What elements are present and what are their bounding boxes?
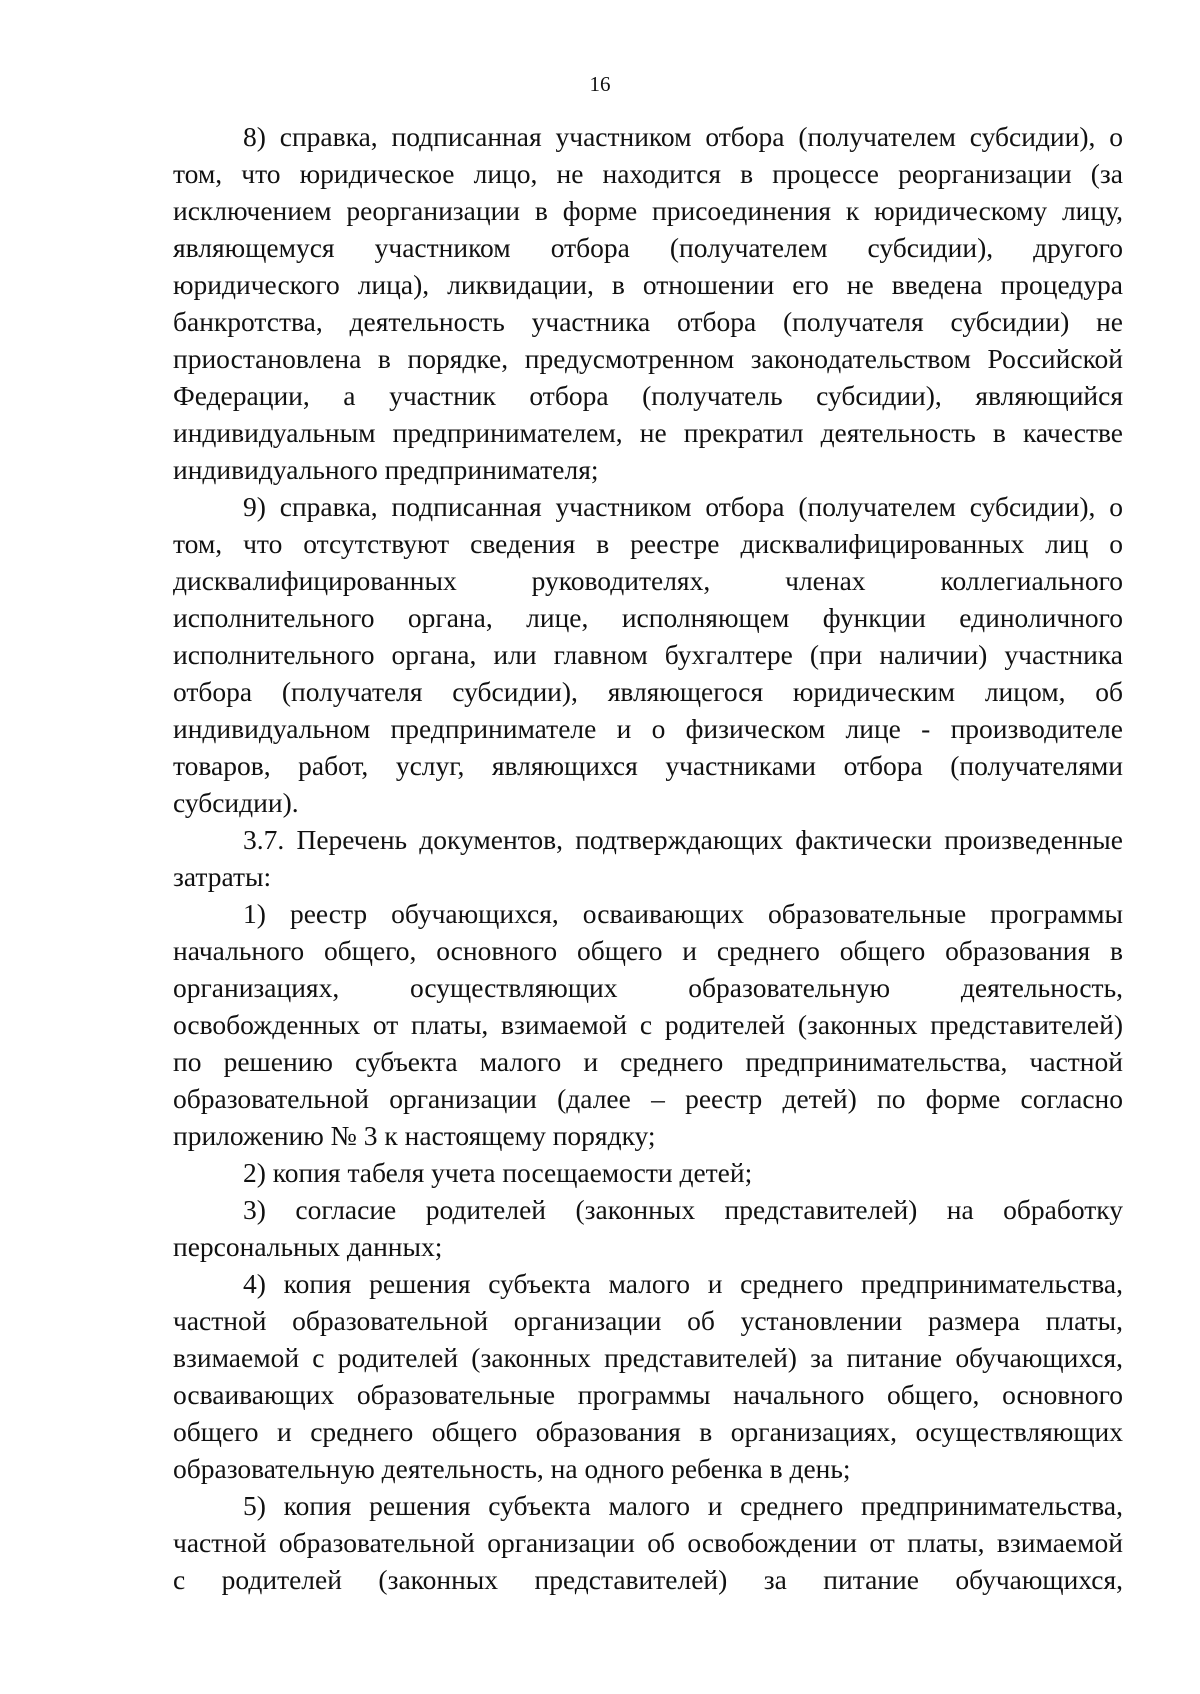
- paragraph-line: частной образовательной организации об установлении размера платы,: [173, 1305, 1123, 1336]
- paragraph-line: взимаемой с родителей (законных представителей) за питание обучающихся,: [173, 1342, 1123, 1373]
- paragraph: [173, 821, 1123, 895]
- paragraph-line: том, что отсутствуют сведения в реестре дисквалифицированных лиц о: [173, 528, 1123, 559]
- paragraph: [173, 488, 1123, 821]
- paragraph-first-line: 1) реестр обучающихся, осваивающих образовательные программы: [243, 898, 1123, 929]
- paragraph-line: индивидуального предпринимателя;: [173, 454, 599, 485]
- paragraph-line: начального общего, основного общего и среднего общего образования в: [173, 935, 1123, 966]
- paragraph-line: исключением реорганизации в форме присоединения к юридическому лицу,: [173, 195, 1123, 226]
- paragraph-line: приостановлена в порядке, предусмотренном законодательством Российской: [173, 343, 1123, 374]
- paragraph: [173, 118, 1123, 488]
- paragraph-first-line: 3) согласие родителей (законных представителей) на обработку: [243, 1194, 1123, 1225]
- document-body: [173, 118, 1123, 1598]
- paragraph-line: образовательной организации (далее – реестр детей) по форме согласно: [173, 1083, 1123, 1114]
- paragraph-line: исполнительного органа, или главном бухгалтере (при наличии) участника: [173, 639, 1123, 670]
- paragraph-line: организациях, осуществляющих образовательную деятельность,: [173, 972, 1123, 1003]
- paragraph-line: осваивающих образовательные программы начального общего, основного: [173, 1379, 1123, 1410]
- paragraph-first-line: 9) справка, подписанная участником отбора (получателем субсидии), о: [243, 491, 1123, 522]
- paragraph-line: субсидии).: [173, 787, 299, 818]
- paragraph-line: индивидуальным предпринимателем, не прекратил деятельность в качестве: [173, 417, 1123, 448]
- paragraph-first-line: 3.7. Перечень документов, подтверждающих фактически произведенные: [243, 824, 1123, 855]
- paragraph-line: являющемуся участником отбора (получателем субсидии), другого: [173, 232, 1123, 263]
- paragraph: [173, 1154, 1123, 1191]
- paragraph-line: индивидуальном предпринимателе и о физическом лице - производителе: [173, 713, 1123, 744]
- paragraph-line: с родителей (законных представителей) за питание обучающихся,: [173, 1564, 1123, 1595]
- page-number: 16: [589, 72, 611, 96]
- paragraph-line: образовательную деятельность, на одного ребенка в день;: [173, 1453, 851, 1484]
- paragraph: [173, 1487, 1123, 1598]
- paragraph-line: отбора (получателя субсидии), являющегося юридическим лицом, об: [173, 676, 1123, 707]
- paragraph-first-line: 5) копия решения субъекта малого и среднего предпринимательства,: [243, 1490, 1123, 1521]
- paragraph-line: персональных данных;: [173, 1231, 443, 1262]
- paragraph: [173, 1191, 1123, 1265]
- paragraph-line: Федерации, а участник отбора (получатель субсидии), являющийся: [173, 380, 1123, 411]
- paragraph-line: приложению № 3 к настоящему порядку;: [173, 1120, 656, 1151]
- paragraph-line: юридического лица), ликвидации, в отношении его не введена процедура: [173, 269, 1123, 300]
- paragraph-line: затраты:: [173, 861, 272, 892]
- paragraph-line: по решению субъекта малого и среднего предпринимательства, частной: [173, 1046, 1123, 1077]
- paragraph-line: товаров, работ, услуг, являющихся участниками отбора (получателями: [173, 750, 1123, 781]
- paragraph-line: общего и среднего общего образования в организациях, осуществляющих: [173, 1416, 1123, 1447]
- paragraph-line: банкротства, деятельность участника отбора (получателя субсидии) не: [173, 306, 1123, 337]
- paragraph-line: том, что юридическое лицо, не находится в процессе реорганизации (за: [173, 158, 1123, 189]
- paragraph-line: дисквалифицированных руководителях, членах коллегиального: [173, 565, 1123, 596]
- paragraph-first-line: 4) копия решения субъекта малого и среднего предпринимательства,: [243, 1268, 1123, 1299]
- paragraph-line: освобожденных от платы, взимаемой с родителей (законных представителей): [173, 1009, 1123, 1040]
- paragraph-line: частной образовательной организации об освобождении от платы, взимаемой: [173, 1527, 1123, 1558]
- paragraph-line: исполнительного органа, лице, исполняющем функции единоличного: [173, 602, 1123, 633]
- paragraph: [173, 1265, 1123, 1487]
- paragraph-first-line: 2) копия табеля учета посещаемости детей;: [243, 1157, 753, 1188]
- paragraph: [173, 895, 1123, 1154]
- paragraph-first-line: 8) справка, подписанная участником отбора (получателем субсидии), о: [243, 121, 1123, 152]
